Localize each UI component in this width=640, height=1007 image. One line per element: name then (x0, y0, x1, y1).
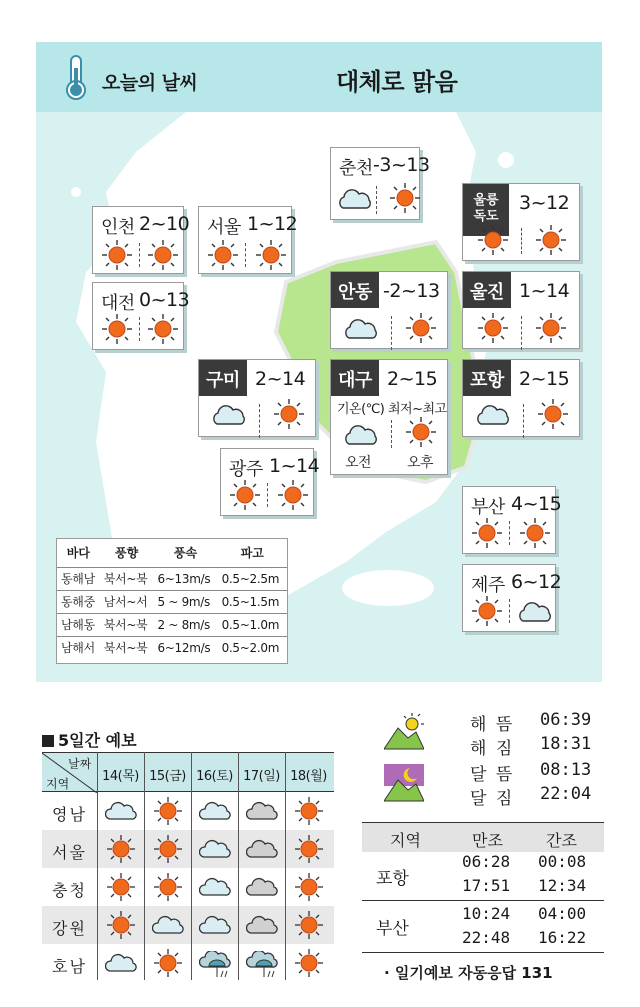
cloud-sun-icon (199, 837, 231, 865)
corner-region-label: 지역 (46, 777, 70, 791)
sun-icon (147, 313, 179, 349)
sun-icon (106, 872, 136, 906)
sunrise-label: 해 뜸 (470, 715, 515, 735)
am-label: 오전 (345, 455, 372, 471)
city-temp: 1~12 (247, 213, 298, 235)
sea-conditions-table (56, 538, 288, 664)
sun-icon (147, 239, 179, 275)
tide-high-time: 06:28 (462, 852, 511, 871)
city-tag: 포항 (463, 360, 511, 396)
five-day-forecast-table (42, 752, 334, 980)
city-name: 광주 (229, 459, 263, 480)
forecast-row (42, 944, 334, 982)
tide-city: 포항 (376, 869, 409, 889)
table-row: 남해동 북서~북 2 ~ 8m/s 0.5~1.0m (57, 613, 287, 636)
tide-high-time: 17:51 (462, 876, 511, 895)
sun-icon (277, 479, 309, 515)
city-tag: 울릉 독도 (463, 184, 509, 236)
sun-icon (294, 834, 324, 868)
moonrise-label: 달 뜸 (470, 765, 515, 785)
sun-icon (255, 239, 287, 275)
cloud-sun-icon (343, 316, 379, 346)
sun-icon (535, 312, 567, 348)
jeju-island-shape (342, 570, 434, 606)
tide-header-low: 간조 (546, 831, 577, 850)
city-box-chuncheon (330, 147, 430, 220)
cloud-icon (246, 837, 278, 865)
cloud-sun-icon (105, 799, 137, 827)
sea-header: 풍향 (115, 546, 139, 561)
sun-icon (519, 517, 551, 553)
city-box-andong (330, 271, 448, 349)
city-box-incheon (92, 206, 190, 274)
cloud-sun-icon (211, 402, 247, 432)
pm-label: 오후 (407, 455, 434, 471)
moonset-label: 달 짐 (470, 789, 515, 809)
tide-header-region: 지역 (390, 831, 421, 850)
sun-icon (535, 224, 567, 260)
tide-low-time: 16:22 (538, 928, 587, 947)
city-tag: 대구 (331, 360, 379, 396)
sun-icon (405, 312, 437, 348)
tide-city: 부산 (376, 919, 409, 939)
cloud-icon (246, 875, 278, 903)
city-temp: 6~12 (511, 571, 562, 593)
forecast-header-row (42, 752, 334, 792)
moonrise-time: 08:13 (540, 760, 592, 780)
moonset-time: 22:04 (540, 784, 592, 804)
day-label: 18(월) (290, 769, 327, 784)
region-label: 강원 (52, 919, 87, 938)
sun-icon (294, 796, 324, 830)
sun-icon (294, 948, 324, 982)
thermometer-icon (62, 54, 90, 102)
sun-icon (106, 834, 136, 868)
sun-icon (471, 595, 503, 631)
tide-low-time: 12:34 (538, 876, 587, 895)
city-name: 부산 (471, 497, 505, 518)
sun-icon (153, 796, 183, 830)
cloud-icon (246, 799, 278, 827)
city-tag: 안동 (331, 272, 379, 308)
sun-icon (207, 239, 239, 275)
city-temp: 1~14 (519, 280, 570, 302)
city-temp: 2~10 (139, 213, 190, 235)
tide-high-time: 10:24 (462, 904, 511, 923)
region-label: 호남 (52, 957, 87, 976)
cloud-sun-icon (199, 875, 231, 903)
city-tag: 울진 (463, 272, 511, 308)
region-label: 영남 (52, 805, 87, 824)
tide-low-time: 04:00 (538, 904, 587, 923)
sunset-label: 해 짐 (470, 739, 515, 759)
day-label: 15(금) (149, 769, 186, 784)
table-row: 동해중 남서~서 5 ~ 9m/s 0.5~1.5m (57, 590, 287, 613)
cloud-sun-icon (517, 599, 553, 629)
sun-icon (273, 398, 305, 434)
forecast-row (42, 792, 334, 830)
cloud-sun-icon (337, 186, 373, 216)
corner-date-label: 날짜 (68, 757, 92, 771)
tide-header-high: 만조 (472, 831, 503, 850)
city-box-gumi (198, 359, 316, 437)
sun-icon (389, 182, 421, 218)
cloud-sun-icon (343, 422, 379, 452)
day-label: 16(토) (196, 769, 233, 784)
weather-summary: 대체로 맑음 (336, 68, 458, 96)
cloud-sun-icon (475, 402, 511, 432)
cloud-sun-icon (199, 799, 231, 827)
city-box-busan (462, 486, 562, 554)
day-label: 17(일) (243, 769, 280, 784)
city-temp: 1~14 (269, 455, 320, 477)
city-temp: 4~15 (511, 493, 562, 515)
city-box-seoul (198, 206, 298, 274)
sun-icon (153, 834, 183, 868)
tide-low-time: 00:08 (538, 852, 587, 871)
cloud-sun-icon (199, 913, 231, 941)
rain-icon (199, 951, 231, 985)
city-tag: 구미 (199, 360, 247, 396)
forecast-title: 5일간 예보 (42, 728, 137, 751)
day-label: 14(목) (102, 769, 139, 784)
sea-header: 풍속 (173, 546, 198, 561)
forecast-row (42, 868, 334, 906)
sun-icon (477, 224, 509, 260)
city-box-ulleung (462, 183, 580, 261)
square-bullet-icon (42, 735, 54, 747)
sunrise-icon (384, 712, 424, 750)
sun-icon (229, 479, 261, 515)
panel-header (36, 42, 602, 112)
city-box-daejeon (92, 282, 190, 350)
city-name: 춘천 (339, 158, 373, 179)
city-box-jeju (462, 564, 562, 632)
city-box-pohang (462, 359, 580, 437)
city-box-daegu (330, 359, 448, 475)
city-name: 대전 (101, 293, 135, 314)
phone-service-note: · 일기예보 자동응답 131 (384, 964, 553, 982)
cloud-sun-icon (105, 951, 137, 979)
sunrise-time: 06:39 (540, 710, 592, 730)
sun-icon (471, 517, 503, 553)
sea-header: 파고 (240, 546, 264, 561)
city-box-uljin (462, 271, 580, 349)
city-temp: 2~15 (519, 368, 570, 390)
sun-icon (477, 312, 509, 348)
moonrise-icon (384, 764, 424, 802)
sun-icon (106, 910, 136, 944)
city-name: 제주 (471, 575, 505, 596)
cloud-sun-icon (152, 913, 184, 941)
forecast-row (42, 830, 334, 868)
city-temp: 2~15 (387, 368, 438, 390)
city-temp: -3~13 (373, 154, 430, 176)
temp-legend: 기온(℃) 최저~최고 (337, 402, 447, 417)
sun-icon (101, 239, 133, 275)
table-row: 남해서 북서~북 6~12m/s 0.5~2.0m (57, 636, 287, 659)
tide-header (362, 822, 604, 852)
sun-icon (405, 416, 437, 452)
forecast-row (42, 906, 334, 944)
city-name: 인천 (101, 217, 135, 238)
sea-header: 바다 (66, 546, 90, 561)
region-label: 서울 (52, 843, 87, 862)
cloud-icon (246, 913, 278, 941)
region-label: 충청 (52, 881, 87, 900)
sunset-time: 18:31 (540, 734, 592, 754)
sun-icon (153, 872, 183, 906)
city-box-gwangju (220, 448, 320, 516)
city-temp: 3~12 (519, 192, 570, 214)
city-name: 서울 (207, 217, 241, 238)
city-temp: -2~13 (383, 280, 440, 302)
sun-icon (101, 313, 133, 349)
sun-icon (294, 872, 324, 906)
city-temp: 0~13 (139, 289, 190, 311)
sun-icon (537, 398, 569, 434)
sun-icon (153, 948, 183, 982)
table-row: 동해남 북서~북 6~13m/s 0.5~2.5m (57, 567, 287, 590)
city-temp: 2~14 (255, 368, 306, 390)
sun-icon (294, 910, 324, 944)
tide-high-time: 22:48 (462, 928, 511, 947)
page-title: 오늘의 날씨 (102, 72, 198, 94)
rain-icon (246, 951, 278, 985)
